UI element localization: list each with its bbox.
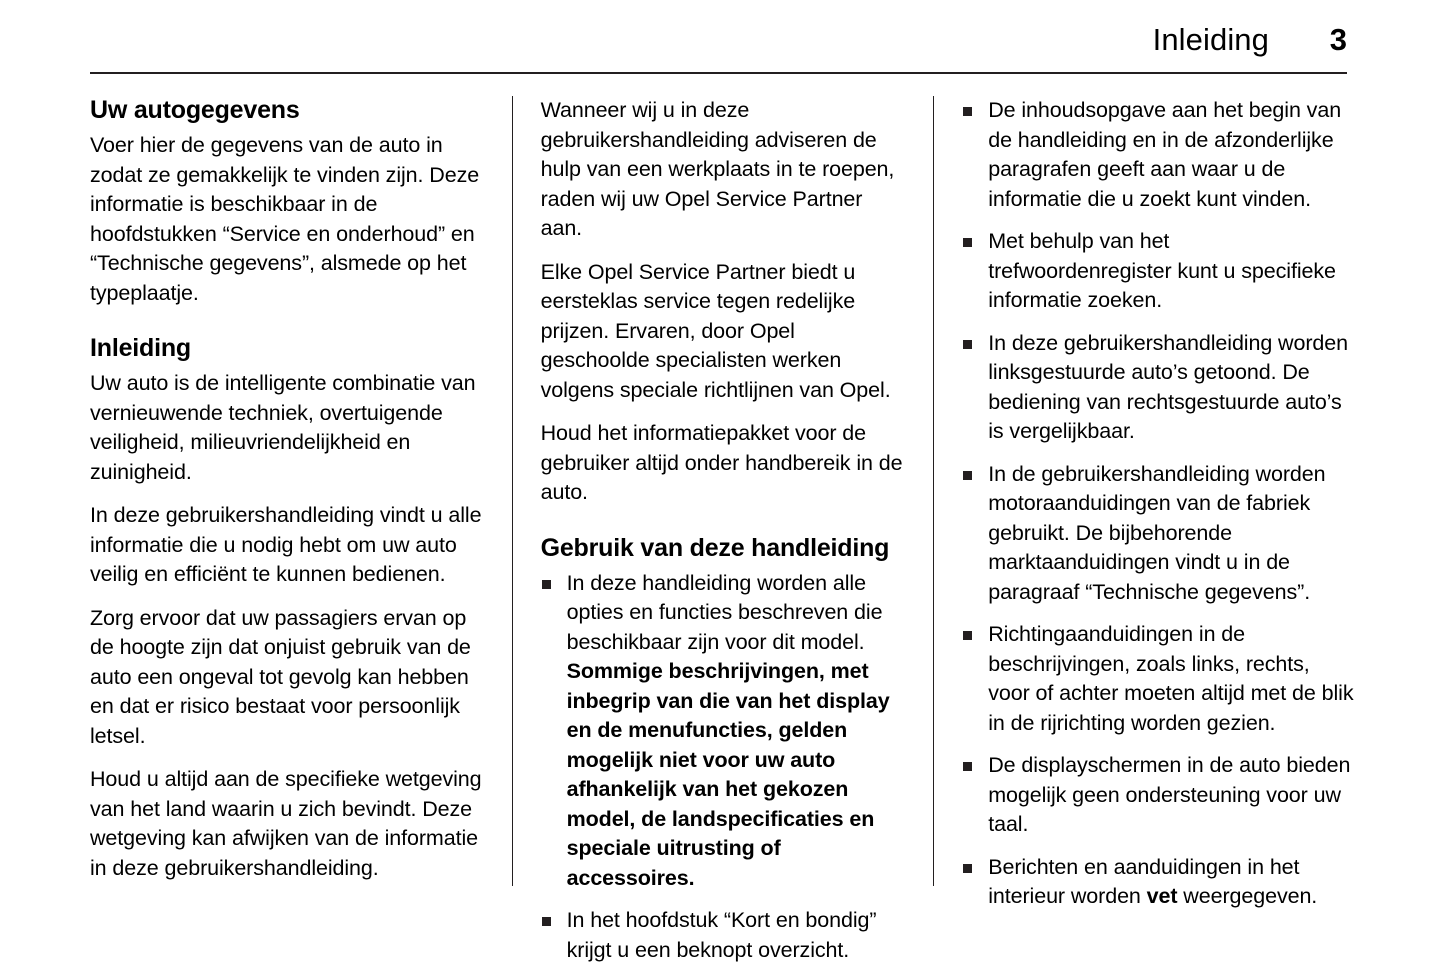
list-item-text: De displayschermen in de auto bieden mogelijk geen ondersteuning voor uw taal.	[988, 753, 1351, 836]
list-item	[962, 460, 1355, 608]
paragraph: Zorg ervoor dat uw passagiers ervan op de hoogte zijn dat onjuist gebruik van de auto een ongeval tot gevolg kan hebben en dat er risico bestaat voor persoonlijk letsel.	[90, 605, 471, 748]
paragraph: In deze gebruikershandleiding vindt u alle informatie die u nodig hebt om uw auto veilig en efficiënt te kunnen bedienen.	[90, 503, 482, 586]
list-item-text: In het hoofdstuk “Kort en bondig” krijgt u een beknopt overzicht.	[566, 908, 877, 962]
paragraph: Houd het informatiepakket voor de gebruiker altijd onder handbereik in de auto.	[540, 421, 903, 504]
bullet-square-icon	[963, 238, 972, 247]
list-item-text: Richtingaanduidingen in de beschrijvingen, zoals links, rechts, voor of achter moeten altijd met de blik in de rijrichting worden gezien.	[988, 622, 1354, 735]
bullet-square-icon	[542, 580, 551, 589]
bullet-square-icon	[963, 471, 972, 480]
section-heading-gebruik-van-deze-handleiding: Gebruik van deze handleiding	[540, 533, 890, 562]
section-heading-inleiding: Inleiding	[90, 334, 191, 362]
list-item-text: De inhoudsopgave aan het begin van de handleiding en in de afzonderlijke paragrafen geeft aan waar u de informatie die u zoekt kunt vinden.	[988, 98, 1342, 211]
paragraph: Voer hier de gegevens van de auto in zodat ze gemakkelijk te vinden zijn. Deze informatie is beschikbaar in de hoofdstukken “Service en onderhoud” en “Technische gegevens”, alsmede op het typeplaatje.	[90, 133, 480, 305]
paragraph: Elke Opel Service Partner biedt u eersteklas service tegen redelijke prijzen. Ervaren, door Opel geschoolde specialisten werken volgens speciale richtlijnen van Opel.	[540, 259, 891, 402]
list-item-text: In deze handleiding worden alle opties en functies beschreven die beschikbaar zijn voor dit model.	[566, 570, 883, 654]
header-divider	[90, 72, 1347, 74]
column-right	[933, 96, 1355, 908]
list-item	[962, 227, 1355, 316]
list-item-text: In de gebruikershandleiding worden motoraanduidingen van de fabriek gebruikt. De bijbehorende marktaanduidingen vindt u in de paragraaf “Technische gegevens”.	[988, 461, 1326, 604]
paragraph: Houd u altijd aan de specifieke wetgeving van het land waarin u zich bevindt. Deze wetgeving kan afwijken van de informatie in deze gebruikershandleiding.	[90, 767, 482, 880]
paragraph: Wanneer wij u in deze gebruikershandleiding adviseren de hulp van een werkplaats in te roepen, raden wij uw Opel Service Partner aan.	[540, 98, 895, 240]
list-item	[962, 96, 1355, 214]
list-item-text-bold: Sommige beschrijvingen, met inbegrip van die van het display en de menufuncties, gelden mogelijk niet voor uw auto afhankelijk van het gekozen model, de landspecificaties en speciale uitrusting of accessoires.	[566, 659, 890, 890]
list-item-text: Berichten en aanduidingen in het interieur worden	[988, 854, 1300, 908]
list-item-text: Met behulp van het trefwoordenregister kunt u specifieke informatie zoeken.	[988, 229, 1336, 312]
column-layout	[90, 96, 1355, 962]
list-item	[962, 853, 1355, 912]
list-item	[541, 569, 906, 894]
list-item-text: In deze gebruikershandleiding worden linksgestuurde auto’s getoond. De bediening van rechtsgestuurde auto’s is vergelijkbaar.	[988, 330, 1348, 443]
column-left	[90, 96, 512, 886]
bullet-square-icon	[963, 340, 972, 349]
list-item	[541, 906, 906, 965]
bullet-square-icon	[963, 631, 972, 640]
bullet-square-icon	[963, 762, 972, 771]
bullet-square-icon	[963, 864, 972, 873]
bullet-list-right	[962, 96, 1355, 912]
list-item	[962, 329, 1355, 447]
page-title: Inleiding	[1152, 22, 1269, 57]
list-item-text-tail: weergegeven.	[1177, 884, 1318, 908]
list-item-text-bold: vet	[1146, 884, 1178, 908]
list-item	[962, 751, 1355, 840]
paragraph: Uw auto is de intelligente combinatie van vernieuwende techniek, overtuigende veiligheid, milieuvriendelijkheid en zuinigheid.	[90, 371, 476, 484]
page-header	[90, 0, 1355, 58]
column-middle	[512, 96, 934, 962]
section-heading-uw-autogegevens: Uw autogegevens	[90, 96, 300, 124]
list-item	[962, 620, 1355, 738]
bullet-square-icon	[542, 917, 551, 926]
page-number: 3	[1329, 22, 1347, 57]
bullet-square-icon	[963, 107, 972, 116]
bullet-list-middle	[541, 569, 906, 965]
